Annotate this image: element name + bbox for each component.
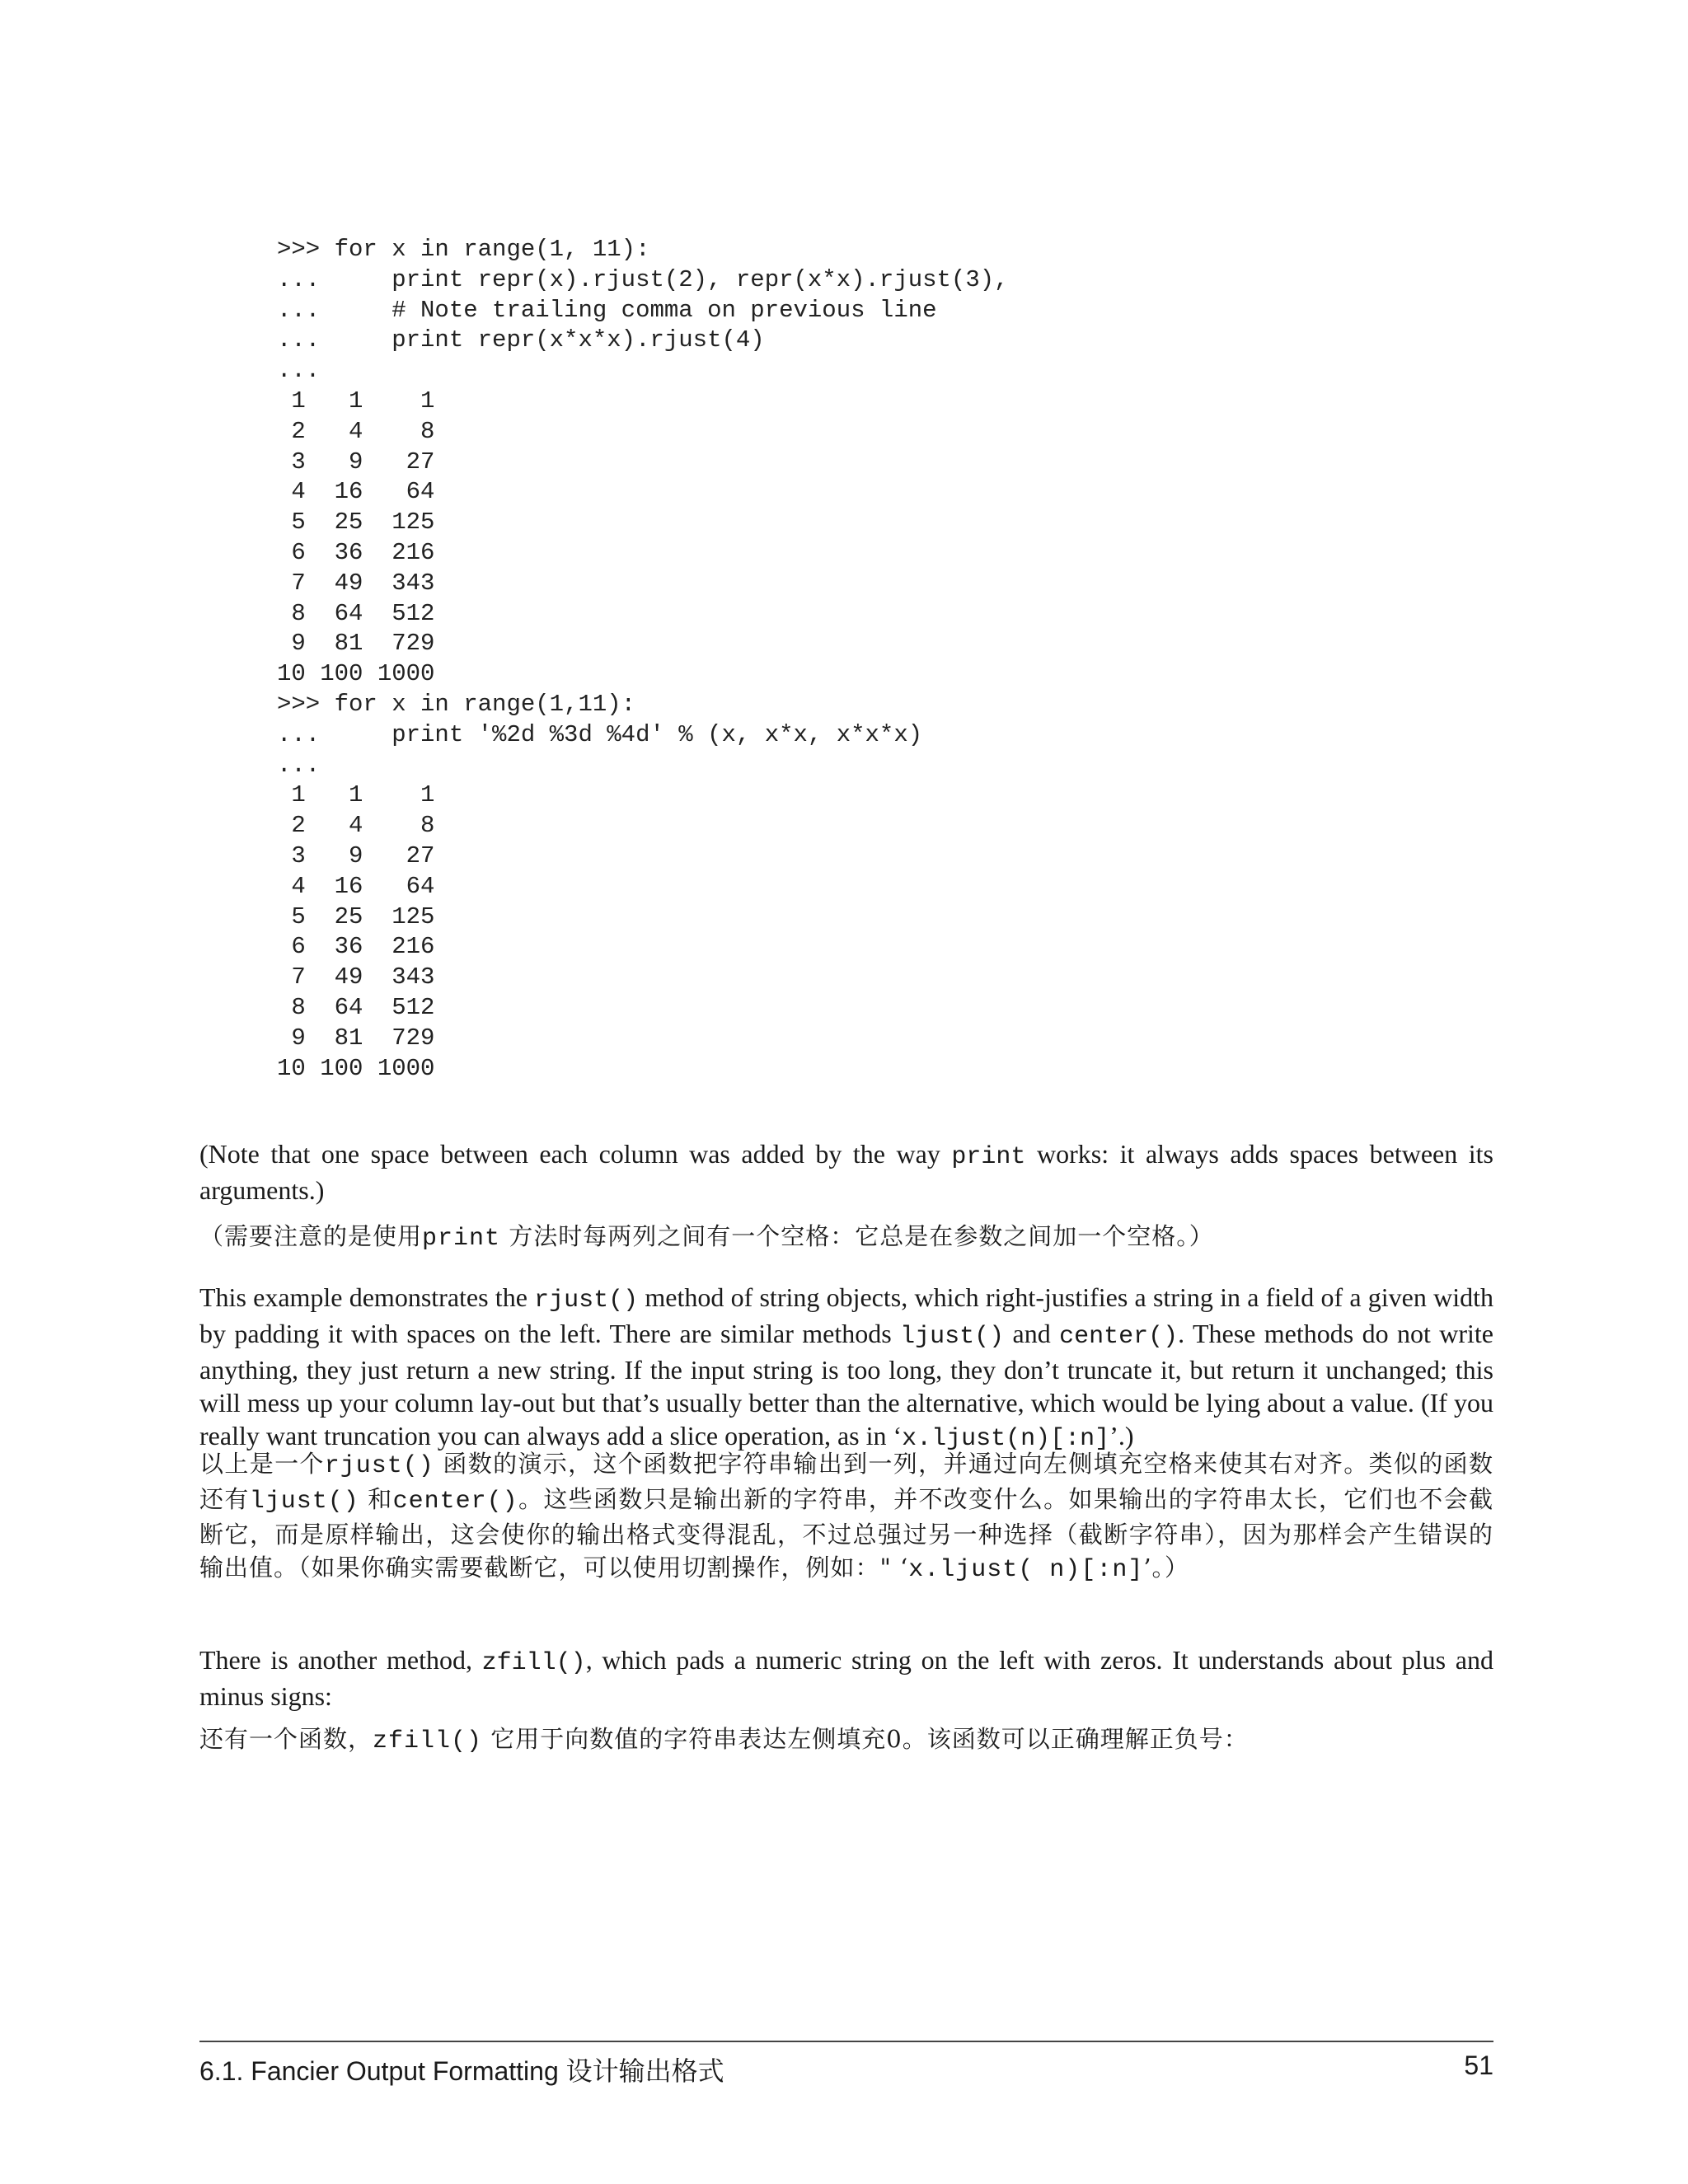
para-rjust-zh xyxy=(199,1447,1493,1586)
text: (Note that one space between each column was added by the way xyxy=(199,1139,952,1169)
text: 。这些函数只是输出新的字符串，并不改变什么。如果输出的字符串太长，它们也不会截断它，而是原样输出，这会使你的输出格式变得混乱，不过总强过另一种选择（截断字符串），因为那样会产生错误的输出值。（如果你确实需要截断它，可以使用切割操作，例如：" ‘ xyxy=(199,1485,1493,1582)
text: 方法时每两列之间有一个空格：它总是在参数之间加一个空格。） xyxy=(500,1222,1214,1250)
inline-code: rjust() xyxy=(324,1452,434,1480)
inline-code: rjust() xyxy=(534,1286,639,1315)
para-note-en xyxy=(199,1137,1493,1207)
inline-code: print xyxy=(422,1225,501,1253)
footer-divider xyxy=(199,2041,1493,2042)
para-note-zh xyxy=(199,1220,1493,1255)
text: 它用于向数值的字符串表达左侧填充0。该函数可以正确理解正负号： xyxy=(482,1725,1249,1753)
inline-code: zfill() xyxy=(481,1649,586,1677)
text: works: it always adds spaces between its arguments.) xyxy=(199,1139,1494,1205)
inline-code: ljust() xyxy=(900,1323,1005,1351)
code-block: >>> for x in range(1, 11): ... print repr(x).rjust(2), repr(x*x).rjust(3), ... # Note trailing comma on previous line ... print repr(x*x*x).rjust(4) ... 1 1 1 2 4 8 3 9 27 4 16 64 5 25 125 6 36 216 7 49 343 8 64 512 9 81 729 10 100 1000 >>> for x in range(1,11): ... print '%2d %3d %4d' % (x, x*x, x*x*x) ... 1 1 1 2 4 8 3 9 27 4 16 64 5 25 125 6 36 216 7 49 343 8 64 512 9 81 729 10 100 1000 xyxy=(277,236,1009,1082)
text: There is another method, xyxy=(199,1645,482,1675)
text: （需要注意的是使用 xyxy=(199,1222,423,1250)
page-number: 51 xyxy=(1464,2050,1493,2080)
inline-code: center() xyxy=(392,1488,518,1516)
text: 以上是一个 xyxy=(199,1450,325,1478)
text: ’.) xyxy=(1109,1421,1134,1451)
inline-code: zfill() xyxy=(373,1727,483,1755)
inline-code: center() xyxy=(1059,1323,1179,1351)
inline-code: x.ljust( n)[:n] xyxy=(908,1556,1144,1584)
inline-code: x.ljust(n)[:n] xyxy=(902,1425,1110,1453)
text: method of string objects, which right-justifies a string in a field of a given width by padding it with spaces on the left. There are similar methods xyxy=(199,1282,1494,1348)
text: and xyxy=(1004,1319,1060,1348)
para-rjust-en xyxy=(199,1281,1493,1455)
text: 还有一个函数， xyxy=(199,1725,373,1753)
text: ’。） xyxy=(1143,1554,1190,1582)
text: 和 xyxy=(359,1485,393,1513)
inline-code: print xyxy=(951,1143,1026,1171)
para-zfill-en xyxy=(199,1643,1493,1713)
text: This example demonstrates the xyxy=(199,1282,535,1312)
para-zfill-zh xyxy=(199,1722,1493,1758)
inline-code: ljust() xyxy=(249,1488,359,1516)
footer-section-title: 6.1. Fancier Output Formatting 设计输出格式 xyxy=(199,2056,724,2086)
text: , which pads a numeric string on the left with zeros. It understands about plus and minus signs: xyxy=(199,1645,1494,1711)
text: . These methods do not write anything, they just return a new string. If the input string is too long, they don’t truncate it, but return it unchanged; this will mess up your column lay-out but that’s usually better than the alternative, which would be lying about a value. (If you really want truncation you can always add a slice operation, as in ‘ xyxy=(199,1319,1494,1451)
text: 函数的演示，这个函数把字符串输出到一列，并通过向左侧填充空格来使其右对齐。类似的函数还有 xyxy=(199,1450,1493,1513)
